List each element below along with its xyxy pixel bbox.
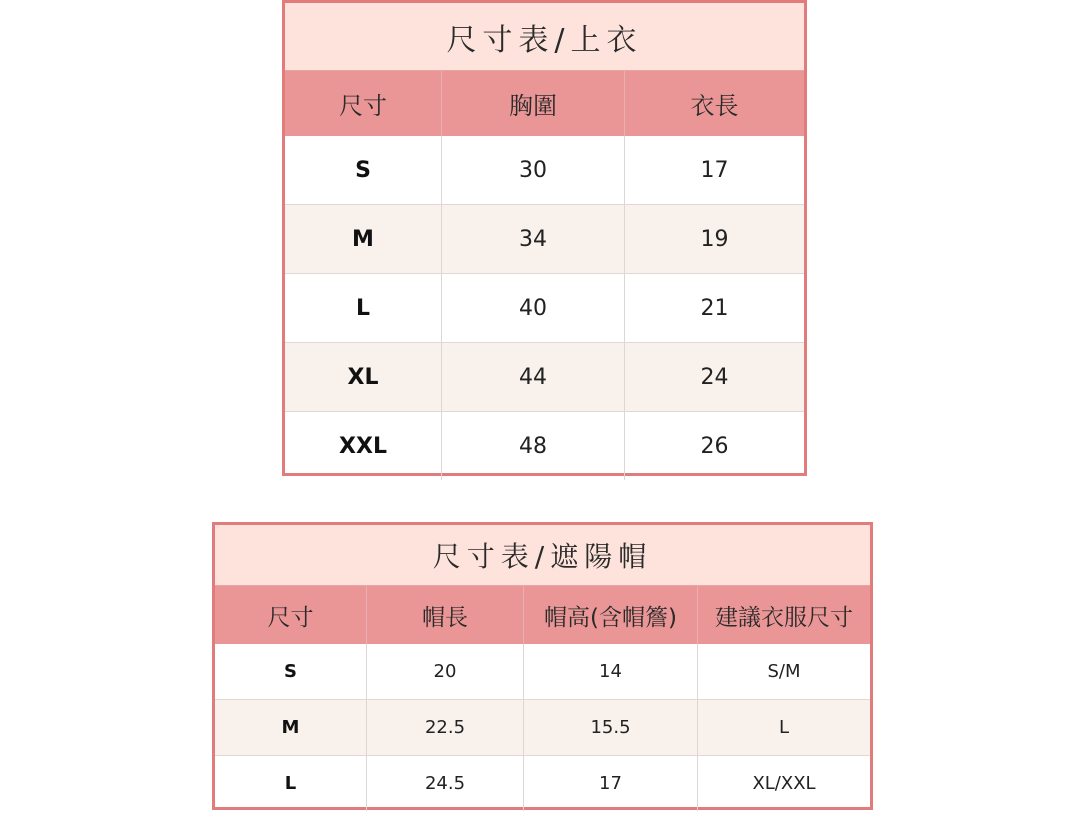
- size-cell: L: [215, 756, 367, 811]
- hat-length-cell: 24.5: [367, 756, 524, 811]
- header-size: 尺寸: [215, 586, 367, 644]
- length-cell: 19: [700, 226, 729, 252]
- hat-header-row: [215, 586, 870, 644]
- hat-length-cell: 22.5: [367, 700, 524, 755]
- size-cell: L: [285, 274, 442, 342]
- length-cell: 26: [700, 433, 729, 459]
- suggested-size-cell: XL/XXL: [752, 773, 816, 794]
- hat-height-cell: 15.5: [524, 700, 698, 755]
- size-cell: XL: [285, 343, 442, 411]
- chest-cell: 30: [442, 136, 625, 204]
- hat-height-cell: 17: [524, 756, 698, 811]
- table-row: [285, 343, 804, 412]
- chest-cell: 34: [442, 205, 625, 273]
- table-row: [285, 136, 804, 205]
- chest-cell: 48: [442, 412, 625, 480]
- table-row: [285, 274, 804, 343]
- chest-cell: 40: [442, 274, 625, 342]
- header-size: 尺寸: [285, 71, 442, 136]
- size-cell: XXL: [285, 412, 442, 480]
- table-row: [285, 412, 804, 480]
- header-hat-height: 帽高(含帽簷): [524, 586, 698, 644]
- hat-height-cell: 14: [524, 644, 698, 699]
- size-cell: S: [215, 644, 367, 699]
- tops-size-table: [282, 0, 807, 476]
- header-hat-length: 帽長: [367, 586, 524, 644]
- length-cell: 17: [700, 157, 729, 183]
- header-length: 衣長: [690, 92, 739, 120]
- hat-length-cell: 20: [367, 644, 524, 699]
- suggested-size-cell: L: [778, 717, 790, 738]
- header-suggested-size: 建議衣服尺寸: [715, 604, 853, 631]
- table-row: [215, 700, 870, 756]
- suggested-size-cell: S/M: [767, 661, 801, 682]
- table-row: [215, 644, 870, 700]
- hat-size-table: [212, 522, 873, 810]
- table-row: [215, 756, 870, 811]
- chest-cell: 44: [442, 343, 625, 411]
- length-cell: 21: [700, 295, 729, 321]
- tops-header-row: [285, 71, 804, 136]
- header-chest: 胸圍: [442, 71, 625, 136]
- length-cell: 24: [700, 364, 729, 390]
- size-cell: M: [285, 205, 442, 273]
- size-cell: S: [285, 136, 442, 204]
- hat-table-title: 尺寸表/遮陽帽: [215, 525, 870, 586]
- tops-table-title: 尺寸表/上衣: [285, 3, 804, 71]
- size-cell: M: [215, 700, 367, 755]
- table-row: [285, 205, 804, 274]
